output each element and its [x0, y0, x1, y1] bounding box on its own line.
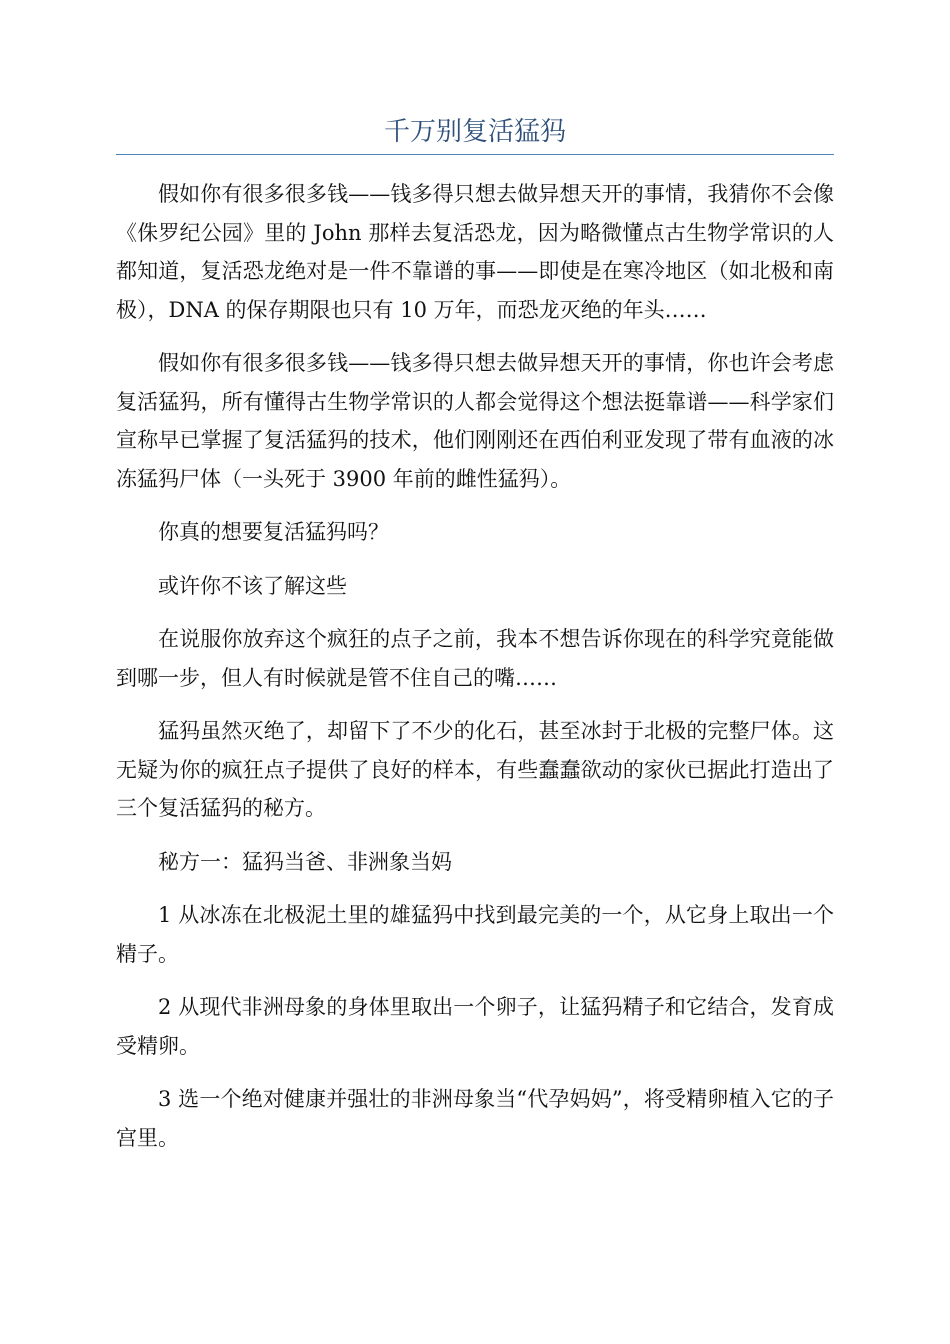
paragraph-4: 或许你不该了解这些: [158, 573, 347, 598]
paragraph-3: 你真的想要复活猛犸吗？: [158, 520, 389, 544]
paragraph-6: 猛犸虽然灭绝了，却留下了不少的化石，甚至冰封于北极的完整尸体。这无疑为你的疯狂点子提供了良好的样本，有些蠢蠢欲动的家伙已据此打造出了三个复活猛犸的秘方。: [116, 719, 834, 820]
paragraph-1: 假如你有很多很多钱——钱多得只想去做异想天开的事情，我猜你不会像《侏罗纪公园》里的 John 那样去复活恐龙，因为略微懂点古生物学常识的人都知道，复活恐龙绝对是一件不靠谱的事——即使是在寒冷地区（如北极和南极），DNA 的保存期限也只有 10 万年，而恐龙灭绝的年头……: [116, 182, 834, 322]
paragraph-8: 1 从冰冻在北极泥土里的雄猛犸中找到最完美的一个，从它身上取出一个精子。: [116, 903, 834, 966]
paragraph-7: 秘方一：猛犸当爸、非洲象当妈: [158, 849, 452, 874]
paragraph-5: 在说服你放弃这个疯狂的点子之前，我本不想告诉你现在的科学究竟能做到哪一步，但人有时候就是管不住自己的嘴……: [116, 627, 834, 690]
paragraph-2: 假如你有很多很多钱——钱多得只想去做异想天开的事情，你也许会考虑复活猛犸，所有懂得古生物学常识的人都会觉得这个想法挺靠谱——科学家们宣称早已掌握了复活猛犸的技术，他们刚刚还在西伯利亚发现了带有血液的冰冻猛犸尸体（一头死于 3900 年前的雌性猛犸）。: [116, 351, 834, 491]
paragraph-9: 2 从现代非洲母象的身体里取出一个卵子，让猛犸精子和它结合，发育成受精卵。: [116, 995, 834, 1058]
document-body: [116, 175, 834, 1172]
document-title: 千万别复活猛犸: [383, 117, 566, 147]
title-underline: [116, 154, 834, 155]
paragraph-10: 3 选一个绝对健康并强壮的非洲母象当“代孕妈妈”，将受精卵植入它的子宫里。: [116, 1087, 834, 1150]
